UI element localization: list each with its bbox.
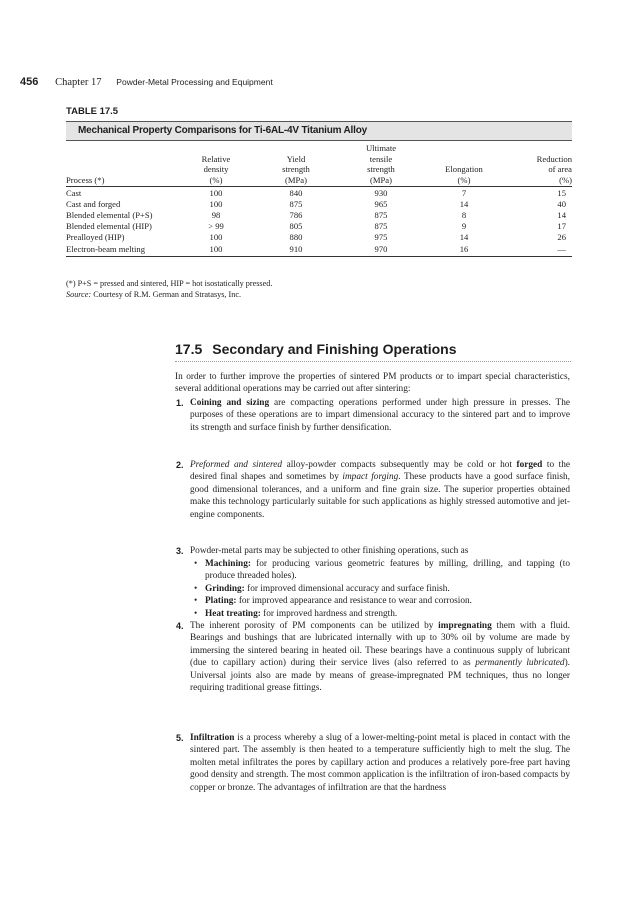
col-header-elongation: Elongation (%): [424, 143, 504, 187]
running-header: [20, 76, 273, 88]
section-intro: In order to further improve the properties of sintered PM products or to impart special characteristics, several additional operations may be carried out after sintering:: [175, 372, 570, 395]
page-number: 456: [20, 76, 39, 88]
col-header-yield: Yield strength (MPa): [254, 143, 338, 187]
section-title: Secondary and Finishing Operations: [212, 341, 457, 357]
list-item: 3. Powder-metal parts may be subjected to other finishing operations, such as: [176, 546, 469, 556]
chapter-title: Powder-Metal Processing and Equipment: [116, 77, 273, 87]
bullet-item: • Heat treating: for improved hardness and strength.: [194, 609, 398, 619]
col-header-density: Relative density (%): [178, 143, 254, 187]
table-title-bar: [66, 121, 572, 141]
list-item: 1. Coining and sizing are compacting operations performed under high pressure in presses. The purposes of these operations are to impart dimensional accuracy to the sintered part and to improve its strength and surface finish by further densification.: [176, 398, 570, 433]
table-row: Blended elemental (HIP) > 99 805 875 9 17: [66, 221, 566, 232]
section-heading: [175, 341, 457, 357]
table-row: Cast 100 840 930 7 15: [66, 187, 566, 198]
list-item: 5. Infiltration is a process whereby a slug of a lower-melting-point metal is placed in contact with the sintered part. The assembly is then heated to a temperature sufficiently high to melt the slug. The molten metal infiltrates the pores by capillary action and produces a relatively pore-free part having good density and strength. The most common application is the infiltration of iron-based compacts by copper or bronze. The advantages of infiltration are that the hardness: [176, 733, 570, 793]
section-number: 17.5: [175, 341, 203, 357]
bullet-item: • Grinding: for improved dimensional accuracy and surface finish.: [194, 584, 450, 594]
table-row: Prealloyed (HIP) 100 880 975 14 26: [66, 232, 566, 243]
table-row: Blended elemental (P+S) 98 786 875 8 14: [66, 210, 566, 221]
col-header-reduction: Reduction of area (%): [504, 143, 572, 187]
col-header-uts: Ultimate tensile strength (MPa): [338, 143, 424, 187]
table-title: Mechanical Property Comparisons for Ti-6AL-4V Titanium Alloy: [78, 125, 367, 136]
property-table: [66, 143, 572, 257]
list-item: 4. The inherent porosity of PM components can be utilized by impregnating them with a fluid. Bearings and bushings that are lubricated internally with up to 30% oil by volume are made by immersing the sintered bearing in heated oil. These bearings have a continuous supply of lubricant (due to capillary action) during their service lives (also referred to as permanently lubricated). Universal joints also are made by means of grease-impregnated PM techniques, thus no longer requiring traditional grease fittings.: [176, 621, 570, 694]
chapter-label: Chapter 17: [55, 77, 102, 88]
table-footnote: (*) P+S = pressed and sintered, HIP = hot isostatically pressed.: [66, 279, 273, 288]
bullet-item: • Plating: for improved appearance and resistance to wear and corrosion.: [194, 596, 472, 606]
bullet-item: • Machining: for producing various geometric features by milling, drilling, and tapping (to produce threaded holes).: [194, 559, 570, 582]
table-row: Electron-beam melting 100 910 970 16 —: [66, 243, 572, 256]
table-source: Source: Courtesy of R.M. German and Stratasys, Inc.: [66, 290, 242, 299]
table-label: TABLE 17.5: [66, 106, 119, 117]
section-rule: [175, 361, 571, 362]
list-item: 2. Preformed and sintered alloy-powder compacts subsequently may be cold or hot forged to the desired final shapes and sometimes by impact forging. These products have a good surface finish, good dimensional tolerances, and a uniform and fine grain size. The superior properties obtained make this technology particularly suitable for such applications as highly stressed automotive and jet-engine components.: [176, 460, 570, 520]
table-row: Cast and forged 100 875 965 14 40: [66, 198, 566, 209]
col-header-process: Process (*): [66, 143, 178, 187]
